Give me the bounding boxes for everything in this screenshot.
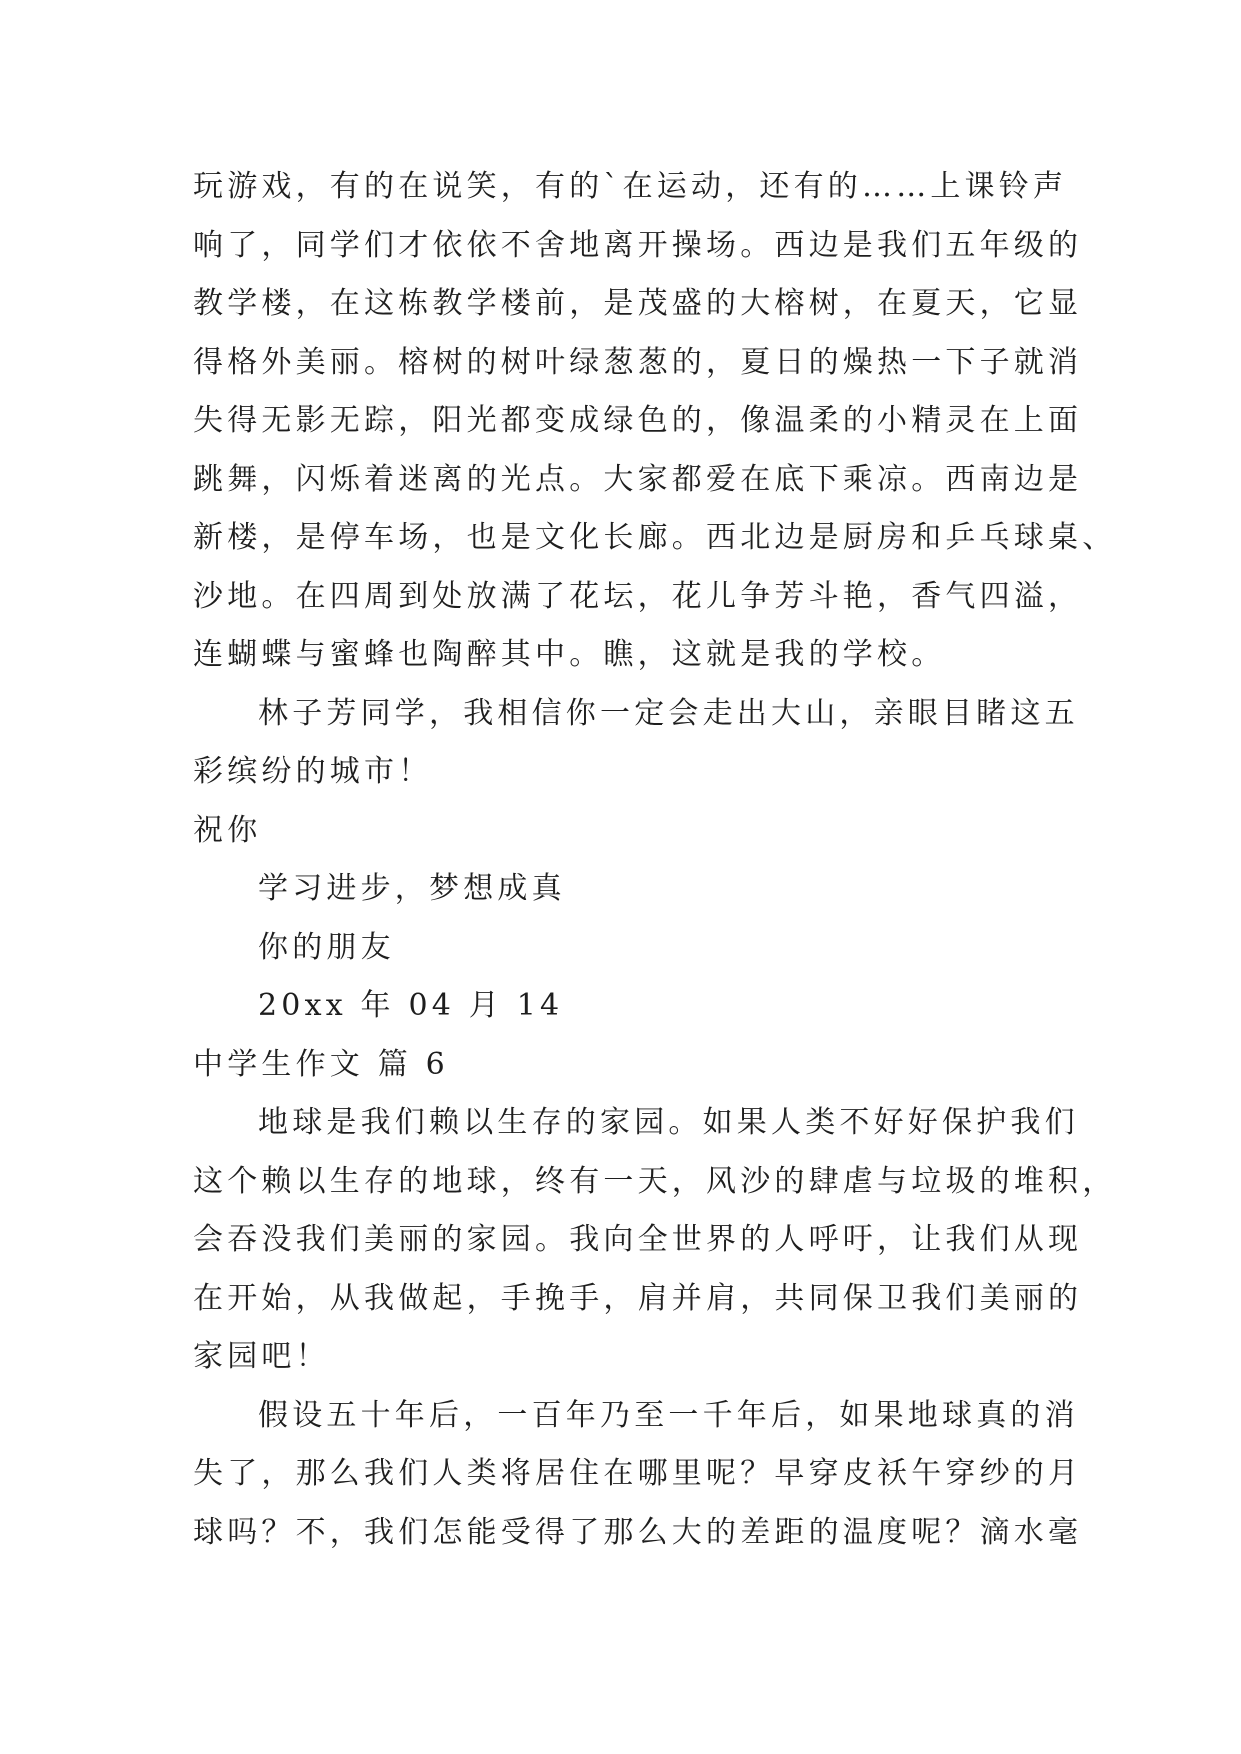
text-line: 彩缤纷的城市！ [193, 754, 433, 789]
closing-salutation: 祝你 [193, 812, 262, 848]
text-line: 玩游戏，有的在说笑，有的`在运动，还有的……上课铃声 [193, 169, 1068, 204]
letter-date: 20xx 年 04 月 14 [258, 988, 564, 1023]
text-line: 失了，那么我们人类将居住在哪里呢？早穿皮袄午穿纱的月 [193, 1456, 1083, 1491]
text-line: 在开始，从我做起，手挽手，肩并肩，共同保卫我们美丽的 [193, 1280, 1083, 1316]
paragraph-start-line: 林子芳同学，我相信你一定会走出大山，亲眼目睹这五 [258, 695, 1079, 731]
text-line: 新楼，是停车场，也是文化长廊。西北边是厨房和乒乓球桌、 [193, 520, 1117, 555]
text-line: 这个赖以生存的地球，终有一天，风沙的肆虐与垃圾的堆积， [193, 1163, 1117, 1199]
signature: 你的朋友 [258, 929, 395, 965]
text-line: 响了，同学们才依依不舍地离开操场。西边是我们五年级的 [193, 227, 1083, 263]
document-body [193, 158, 1117, 1562]
text-line: 家园吧！ [193, 1339, 330, 1374]
text-line: 教学楼，在这栋教学楼前，是茂盛的大榕树，在夏天，它显 [193, 286, 1083, 321]
text-line: 连蝴蝶与蜜蜂也陶醉其中。瞧，这就是我的学校。 [193, 637, 946, 672]
section-heading: 中学生作文 篇 6 [193, 1046, 449, 1082]
text-line: 得格外美丽。榕树的树叶绿葱葱的，夏日的燥热一下子就消 [193, 344, 1083, 380]
text-line: 沙地。在四周到处放满了花坛，花儿争芳斗艳，香气四溢， [193, 578, 1083, 614]
closing-wish: 学习进步，梦想成真 [258, 871, 566, 906]
text-line: 跳舞，闪烁着迷离的光点。大家都爱在底下乘凉。西南边是 [193, 461, 1083, 497]
text-line: 球吗？不，我们怎能受得了那么大的差距的温度呢？滴水毫 [193, 1514, 1083, 1550]
text-line: 失得无影无踪，阳光都变成绿色的，像温柔的小精灵在上面 [193, 403, 1083, 438]
text-line: 会吞没我们美丽的家园。我向全世界的人呼吁，让我们从现 [193, 1222, 1083, 1257]
paragraph-start-line: 地球是我们赖以生存的家园。如果人类不好好保护我们 [258, 1105, 1079, 1140]
paragraph-start-line: 假设五十年后，一百年乃至一千年后，如果地球真的消 [258, 1397, 1079, 1433]
